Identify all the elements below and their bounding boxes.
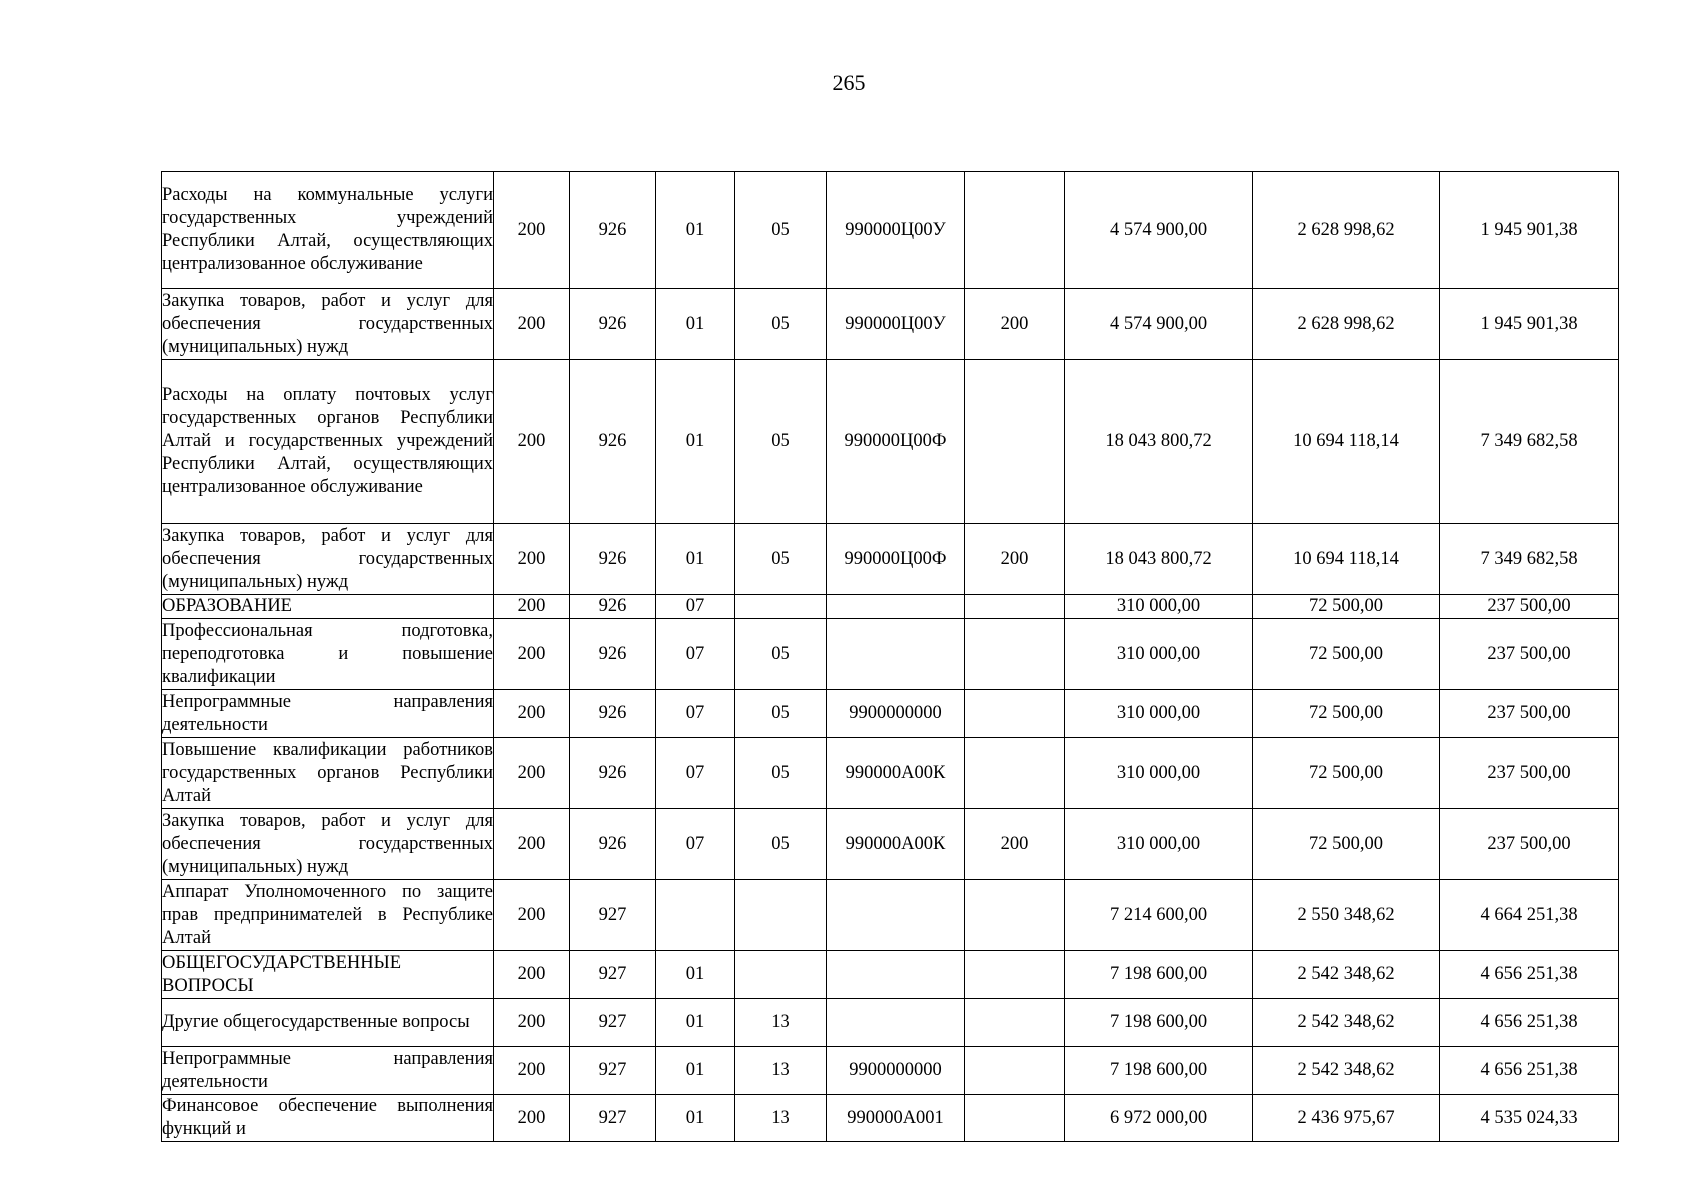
cell-rz bbox=[656, 880, 735, 951]
cell-vr bbox=[965, 880, 1065, 951]
cell-ved: 926 bbox=[570, 172, 656, 289]
cell-s3: 237 500,00 bbox=[1440, 809, 1619, 880]
cell-pr: 05 bbox=[735, 360, 827, 524]
cell-s1: 7 214 600,00 bbox=[1065, 880, 1253, 951]
cell-s1: 310 000,00 bbox=[1065, 738, 1253, 809]
cell-pr: 05 bbox=[735, 619, 827, 690]
table-row bbox=[162, 172, 1619, 289]
cell-s3: 237 500,00 bbox=[1440, 690, 1619, 738]
cell-gr: 200 bbox=[494, 595, 570, 619]
cell-s3: 7 349 682,58 bbox=[1440, 360, 1619, 524]
row-name: Финансовое обеспечение выполнения функций и bbox=[162, 1095, 494, 1142]
budget-table bbox=[161, 171, 1619, 1142]
row-name: Закупка товаров, работ и услуг для обеспечения государственных (муниципальных) нужд bbox=[162, 524, 494, 595]
cell-s3: 4 656 251,38 bbox=[1440, 951, 1619, 999]
cell-ved: 927 bbox=[570, 1047, 656, 1095]
cell-s2: 2 436 975,67 bbox=[1253, 1095, 1440, 1142]
cell-pr bbox=[735, 595, 827, 619]
cell-pr: 05 bbox=[735, 809, 827, 880]
cell-gr: 200 bbox=[494, 690, 570, 738]
cell-s3: 1 945 901,38 bbox=[1440, 172, 1619, 289]
cell-s1: 310 000,00 bbox=[1065, 809, 1253, 880]
cell-pr bbox=[735, 880, 827, 951]
cell-s3: 237 500,00 bbox=[1440, 595, 1619, 619]
cell-s3: 4 656 251,38 bbox=[1440, 1047, 1619, 1095]
cell-csr: 9900000000 bbox=[827, 690, 965, 738]
cell-s1: 7 198 600,00 bbox=[1065, 951, 1253, 999]
cell-s1: 4 574 900,00 bbox=[1065, 172, 1253, 289]
cell-ved: 926 bbox=[570, 524, 656, 595]
cell-ved: 926 bbox=[570, 809, 656, 880]
cell-s2: 2 542 348,62 bbox=[1253, 951, 1440, 999]
cell-s2: 10 694 118,14 bbox=[1253, 360, 1440, 524]
cell-csr: 990000А00К bbox=[827, 738, 965, 809]
cell-ved: 927 bbox=[570, 1095, 656, 1142]
cell-s1: 310 000,00 bbox=[1065, 690, 1253, 738]
cell-s3: 4 535 024,33 bbox=[1440, 1095, 1619, 1142]
cell-gr: 200 bbox=[494, 1095, 570, 1142]
row-name: Закупка товаров, работ и услуг для обеспечения государственных (муниципальных) нужд bbox=[162, 809, 494, 880]
cell-s3: 1 945 901,38 bbox=[1440, 289, 1619, 360]
cell-ved: 926 bbox=[570, 690, 656, 738]
row-name: Расходы на коммунальные услуги государственных учреждений Республики Алтай, осуществляющих централизованное обслуживание bbox=[162, 172, 494, 289]
row-name: Профессиональная подготовка, переподготовка и повышение квалификации bbox=[162, 619, 494, 690]
cell-rz: 01 bbox=[656, 951, 735, 999]
cell-rz: 07 bbox=[656, 738, 735, 809]
cell-csr: 9900000000 bbox=[827, 1047, 965, 1095]
cell-s3: 4 656 251,38 bbox=[1440, 999, 1619, 1047]
table-row bbox=[162, 360, 1619, 524]
cell-s2: 72 500,00 bbox=[1253, 595, 1440, 619]
cell-ved: 927 bbox=[570, 999, 656, 1047]
cell-ved: 926 bbox=[570, 595, 656, 619]
cell-s1: 7 198 600,00 bbox=[1065, 1047, 1253, 1095]
row-name: Закупка товаров, работ и услуг для обеспечения государственных (муниципальных) нужд bbox=[162, 289, 494, 360]
cell-s2: 72 500,00 bbox=[1253, 738, 1440, 809]
cell-pr: 05 bbox=[735, 690, 827, 738]
cell-vr bbox=[965, 1095, 1065, 1142]
cell-gr: 200 bbox=[494, 951, 570, 999]
cell-gr: 200 bbox=[494, 289, 570, 360]
cell-pr: 05 bbox=[735, 172, 827, 289]
row-name: Непрограммные направления деятельности bbox=[162, 690, 494, 738]
cell-gr: 200 bbox=[494, 619, 570, 690]
cell-pr: 05 bbox=[735, 524, 827, 595]
cell-s1: 18 043 800,72 bbox=[1065, 360, 1253, 524]
cell-ved: 927 bbox=[570, 951, 656, 999]
cell-s3: 237 500,00 bbox=[1440, 619, 1619, 690]
cell-pr: 05 bbox=[735, 289, 827, 360]
table-row bbox=[162, 999, 1619, 1047]
cell-vr bbox=[965, 738, 1065, 809]
cell-ved: 926 bbox=[570, 289, 656, 360]
cell-ved: 926 bbox=[570, 738, 656, 809]
cell-s1: 310 000,00 bbox=[1065, 619, 1253, 690]
cell-s2: 72 500,00 bbox=[1253, 619, 1440, 690]
page-number: 265 bbox=[832, 70, 866, 95]
cell-rz: 01 bbox=[656, 524, 735, 595]
row-name: Аппарат Уполномоченного по защите прав предпринимателей в Республике Алтай bbox=[162, 880, 494, 951]
cell-ved: 926 bbox=[570, 360, 656, 524]
cell-csr bbox=[827, 999, 965, 1047]
cell-rz: 07 bbox=[656, 619, 735, 690]
cell-csr bbox=[827, 595, 965, 619]
cell-rz: 01 bbox=[656, 360, 735, 524]
cell-s2: 2 628 998,62 bbox=[1253, 289, 1440, 360]
row-name: ОБЩЕГОСУДАРСТВЕННЫЕ ВОПРОСЫ bbox=[162, 951, 494, 999]
cell-gr: 200 bbox=[494, 360, 570, 524]
cell-ved: 926 bbox=[570, 619, 656, 690]
row-name: ОБРАЗОВАНИЕ bbox=[162, 595, 494, 619]
cell-rz: 01 bbox=[656, 1095, 735, 1142]
cell-vr bbox=[965, 690, 1065, 738]
cell-vr bbox=[965, 595, 1065, 619]
cell-csr: 990000Ц00У bbox=[827, 172, 965, 289]
cell-s2: 2 550 348,62 bbox=[1253, 880, 1440, 951]
table-row bbox=[162, 289, 1619, 360]
cell-csr: 990000А001 bbox=[827, 1095, 965, 1142]
cell-vr bbox=[965, 360, 1065, 524]
cell-csr bbox=[827, 619, 965, 690]
cell-gr: 200 bbox=[494, 999, 570, 1047]
cell-s2: 2 542 348,62 bbox=[1253, 999, 1440, 1047]
table-row bbox=[162, 738, 1619, 809]
cell-csr: 990000Ц00У bbox=[827, 289, 965, 360]
cell-s2: 72 500,00 bbox=[1253, 690, 1440, 738]
cell-s2: 72 500,00 bbox=[1253, 809, 1440, 880]
cell-s2: 2 542 348,62 bbox=[1253, 1047, 1440, 1095]
cell-s1: 310 000,00 bbox=[1065, 595, 1253, 619]
table-row bbox=[162, 690, 1619, 738]
cell-pr: 13 bbox=[735, 999, 827, 1047]
row-name: Другие общегосударственные вопросы bbox=[162, 999, 494, 1047]
table-row bbox=[162, 595, 1619, 619]
cell-rz: 07 bbox=[656, 809, 735, 880]
cell-csr bbox=[827, 951, 965, 999]
cell-rz: 01 bbox=[656, 999, 735, 1047]
cell-gr: 200 bbox=[494, 524, 570, 595]
cell-rz: 07 bbox=[656, 690, 735, 738]
cell-vr bbox=[965, 951, 1065, 999]
cell-vr bbox=[965, 172, 1065, 289]
table-row bbox=[162, 880, 1619, 951]
row-name: Повышение квалификации работников государственных органов Республики Алтай bbox=[162, 738, 494, 809]
cell-vr bbox=[965, 999, 1065, 1047]
cell-rz: 01 bbox=[656, 1047, 735, 1095]
cell-gr: 200 bbox=[494, 738, 570, 809]
cell-gr: 200 bbox=[494, 880, 570, 951]
table-row bbox=[162, 619, 1619, 690]
cell-csr: 990000А00К bbox=[827, 809, 965, 880]
cell-s1: 4 574 900,00 bbox=[1065, 289, 1253, 360]
cell-pr bbox=[735, 951, 827, 999]
table-row bbox=[162, 524, 1619, 595]
cell-rz: 01 bbox=[656, 172, 735, 289]
cell-vr bbox=[965, 619, 1065, 690]
cell-gr: 200 bbox=[494, 172, 570, 289]
table-row bbox=[162, 1095, 1619, 1142]
cell-vr: 200 bbox=[965, 524, 1065, 595]
cell-s3: 7 349 682,58 bbox=[1440, 524, 1619, 595]
cell-pr: 13 bbox=[735, 1047, 827, 1095]
cell-csr: 990000Ц00Ф bbox=[827, 360, 965, 524]
cell-pr: 13 bbox=[735, 1095, 827, 1142]
cell-s1: 7 198 600,00 bbox=[1065, 999, 1253, 1047]
cell-s2: 2 628 998,62 bbox=[1253, 172, 1440, 289]
cell-ved: 927 bbox=[570, 880, 656, 951]
row-name: Непрограммные направления деятельности bbox=[162, 1047, 494, 1095]
cell-gr: 200 bbox=[494, 1047, 570, 1095]
cell-s2: 10 694 118,14 bbox=[1253, 524, 1440, 595]
cell-pr: 05 bbox=[735, 738, 827, 809]
cell-s1: 18 043 800,72 bbox=[1065, 524, 1253, 595]
cell-s3: 4 664 251,38 bbox=[1440, 880, 1619, 951]
table-row bbox=[162, 951, 1619, 999]
cell-vr bbox=[965, 1047, 1065, 1095]
cell-rz: 07 bbox=[656, 595, 735, 619]
table-row bbox=[162, 809, 1619, 880]
cell-csr bbox=[827, 880, 965, 951]
cell-gr: 200 bbox=[494, 809, 570, 880]
row-name: Расходы на оплату почтовых услуг государственных органов Республики Алтай и государственных учреждений Республики Алтай, осуществляющих централизованное обслуживание bbox=[162, 360, 494, 524]
cell-vr: 200 bbox=[965, 289, 1065, 360]
cell-rz: 01 bbox=[656, 289, 735, 360]
table-row bbox=[162, 1047, 1619, 1095]
cell-s3: 237 500,00 bbox=[1440, 738, 1619, 809]
cell-csr: 990000Ц00Ф bbox=[827, 524, 965, 595]
cell-s1: 6 972 000,00 bbox=[1065, 1095, 1253, 1142]
cell-vr: 200 bbox=[965, 809, 1065, 880]
